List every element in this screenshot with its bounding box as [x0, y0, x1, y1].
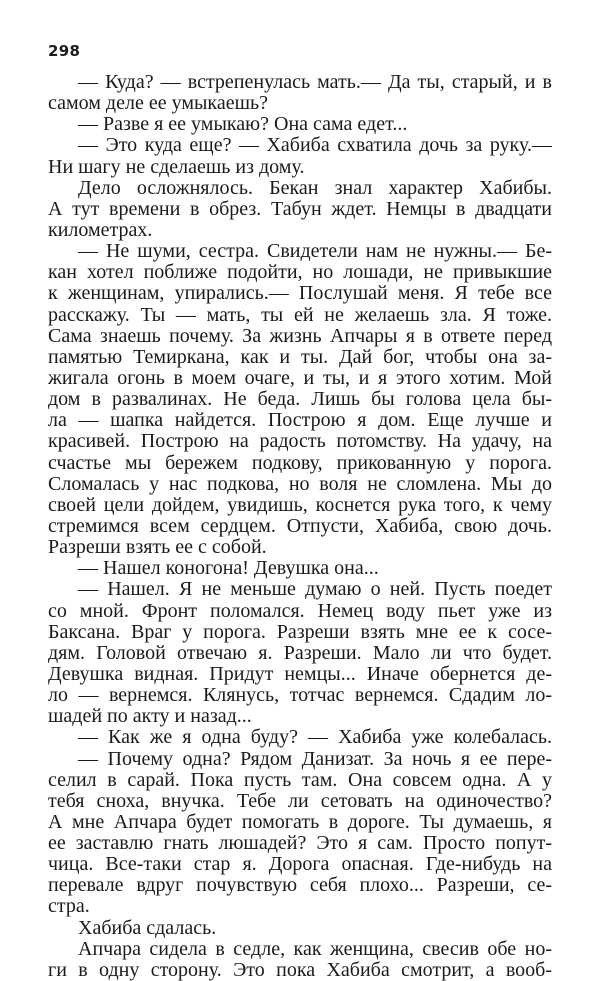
text-line: ее заставлю гнать люшадей? Это я сам. Просто попут-: [48, 833, 552, 855]
text-line: километрах.: [48, 219, 153, 241]
text-line: ги в одну сторону. Это пока Хабиба смотрит, а вооб-: [48, 959, 552, 981]
text-line: дом в развалинах. Не беда. Лишь бы голова цела бы-: [48, 389, 552, 411]
text-line: ла — шапка найдется. Построю я дом. Еще лучше и: [48, 410, 552, 432]
text-line: Баксана. Враг у порога. Разреши взять мне ее к сосе-: [48, 621, 552, 643]
page-number: 298: [48, 42, 81, 60]
text-line: А мне Апчара будет помогать в дороге. Ты думаешь, я: [48, 811, 552, 833]
text-line: шадей по акту и назад...: [48, 706, 252, 728]
text-line: самом деле ее умыкаешь?: [48, 93, 268, 115]
text-line: Сломалась у нас подкова, но воля не сломлена. Мы до: [48, 473, 552, 495]
text-line: Девушка видная. Придут немцы... Иначе обернется де-: [48, 663, 552, 685]
text-line: селил в сарай. Пока пусть там. Она совсем одна. А у: [48, 769, 552, 791]
text-line: — Разве я ее умыкаю? Она сама едет...: [78, 114, 408, 136]
text-line: тебя сноха, внучка. Тебе ли сетовать на одиночество?: [48, 790, 552, 812]
text-line: — Почему одна? Рядом Данизат. За ночь я ее пере-: [78, 748, 552, 770]
text-line: со мной. Фронт поломался. Немец воду пьет уже из: [48, 600, 552, 622]
text-line: Разреши взять ее с собой.: [48, 537, 267, 559]
text-line: к женщинам, упирались.— Послушай меня. Я тебе все: [48, 283, 552, 305]
text-line: Дело осложнялось. Бекан знал характер Хабибы.: [78, 177, 552, 199]
body-text: [48, 72, 552, 981]
text-line: — Как же я одна буду? — Хабиба уже колебалась.: [78, 727, 552, 749]
text-line: жигала огонь в моем очаге, и ты, и я этого хотим. Мой: [48, 367, 552, 389]
text-line: памятью Темиркана, как и ты. Дай бог, чтобы она за-: [48, 346, 552, 368]
text-line: своей цели дойдем, увидишь, коснется рука того, к чему: [48, 494, 552, 516]
text-line: перевале вдруг почувствую себя плохо... Разреши, се-: [48, 875, 552, 897]
text-line: расскажу. Ты — мать, ты ей не желаешь зла. Я тоже.: [48, 304, 552, 326]
text-line: Хабиба сдалась.: [78, 917, 217, 939]
text-line: стра.: [48, 896, 90, 918]
text-line: чица. Все-таки стар я. Дорога опасная. Где-нибудь на: [48, 854, 552, 876]
text-line: — Не шуми, сестра. Свидетели нам не нужны.— Бе-: [78, 241, 552, 263]
text-line: кан хотел поближе подойти, но лошади, не привыкшие: [48, 262, 552, 284]
text-line: счастье мы бережем подкову, прикованную у порога.: [48, 452, 552, 474]
text-line: ло — вернемся. Клянусь, тотчас вернемся. Сдадим ло-: [48, 685, 552, 707]
text-line: — Это куда еще? — Хабиба схватила дочь за руку.—: [78, 135, 552, 157]
text-line: — Куда? — встрепенулась мать.— Да ты, старый, и в: [78, 72, 552, 93]
text-line: Ни шагу не сделаешь из дому.: [48, 156, 305, 178]
text-line: дям. Головой отвечаю я. Разреши. Мало ли что будет.: [48, 642, 552, 664]
text-line: красивей. Построю на радость потомству. На удачу, на: [48, 431, 552, 453]
text-line: Апчара сидела в седле, как женщина, свесив обе но-: [78, 938, 552, 960]
text-line: Сама знаешь почему. За жизнь Апчары я в ответе перед: [48, 325, 552, 347]
text-line: — Нашел коногона! Девушка она...: [78, 558, 379, 580]
text-line: — Нашел. Я не меньше думаю о ней. Пусть поедет: [78, 579, 552, 601]
text-line: А тут времени в обрез. Табун ждет. Немцы в двадцати: [48, 198, 552, 220]
text-line: стремимся всем сердцем. Отпусти, Хабиба, свою дочь.: [48, 515, 552, 537]
